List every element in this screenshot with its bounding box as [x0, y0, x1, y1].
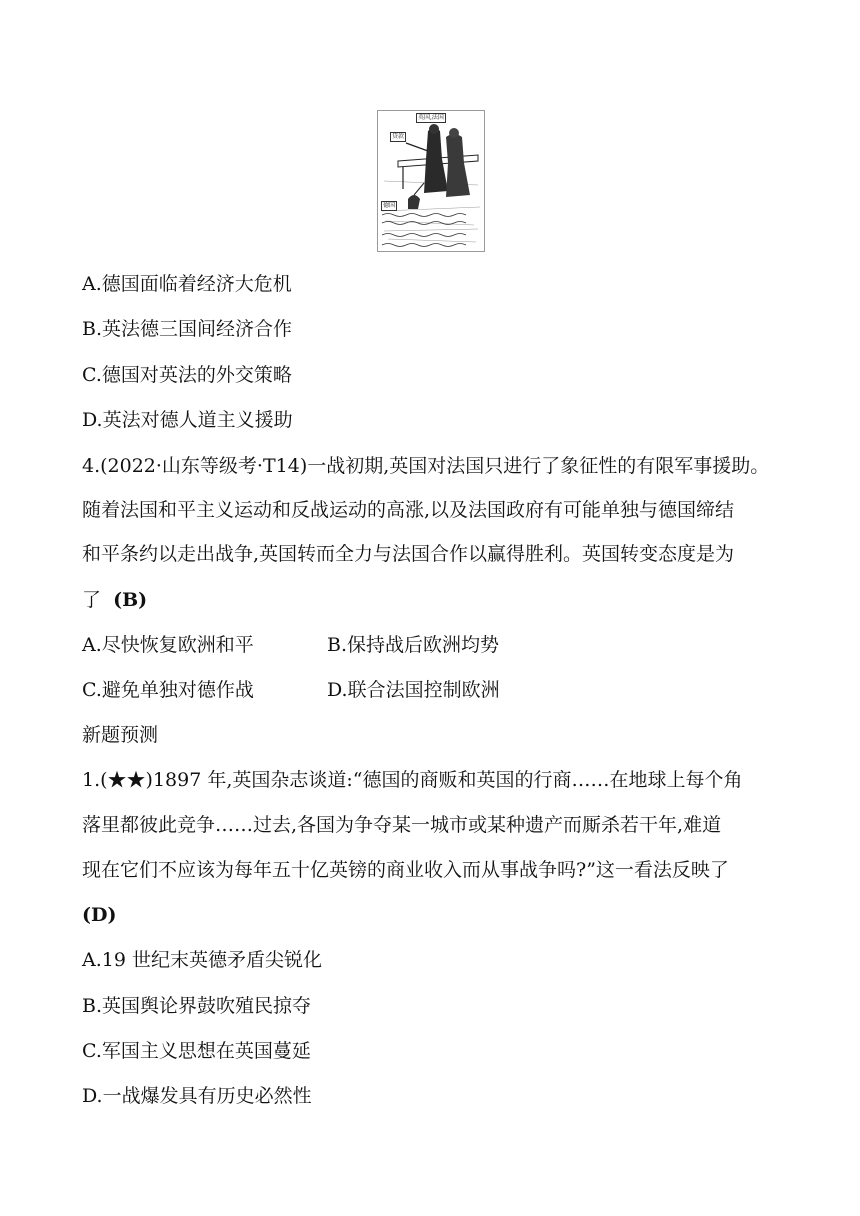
q4-line-3: 和平条约以走出战争,英国转而全力与法国合作以赢得胜利。英国转变态度是为: [82, 543, 735, 565]
prev-option-d: D.英法对德人道主义援助: [82, 409, 293, 431]
prev-option-a: A.德国面临着经济大危机: [82, 273, 292, 295]
prev-option-b: B.英法德三国间经济合作: [82, 318, 293, 340]
cartoon-label-britain-france: 英国,法国: [418, 114, 444, 121]
q4-option-b: B.保持战后欧洲均势: [327, 634, 500, 656]
q1-line-3: 现在它们不应该为每年五十亿英镑的商业收入而从事战争吗?”这一看法反映了: [82, 859, 729, 881]
q4-stem-end: 了: [82, 589, 102, 611]
q1-answer-line: [82, 903, 116, 927]
prev-option-c: C.德国对英法的外交策略: [82, 364, 292, 386]
q4-answer: (B): [113, 589, 148, 611]
q1-line-1: 1.(★★)1897 年,英国杂志谈道:“德国的商贩和英国的行商……在地球上每个角: [82, 769, 743, 791]
q4-line-2: 随着法国和平主义运动和反战运动的高涨,以及法国政府有可能单独与德国缔结: [82, 499, 735, 521]
section-title: 新题预测: [82, 724, 159, 746]
q4-line-4: [82, 588, 147, 612]
q4-option-a: A.尽快恢复欧洲和平: [82, 634, 254, 656]
cartoon-label-germany: 德国: [383, 202, 396, 209]
cartoon-label-loan: 贷款: [392, 133, 405, 140]
q1-line-2: 落里都彼此竞争……过去,各国为争夺某一城市或某种遗产而厮杀若干年,难道: [82, 814, 722, 836]
q1-option-b: B.英国舆论界鼓吹殖民掠夺: [82, 995, 312, 1017]
q4-option-c: C.避免单独对德作战: [82, 679, 254, 701]
q4-option-d: D.联合法国控制欧洲: [327, 679, 500, 701]
q1-option-d: D.一战爆发具有历史必然性: [82, 1085, 312, 1107]
q1-option-a: A.19 世纪末英德矛盾尖锐化: [82, 949, 322, 971]
q1-option-c: C.军国主义思想在英国蔓延: [82, 1040, 311, 1062]
cartoon-illustration: [377, 110, 485, 252]
q4-line-1: 4.(2022·山东等级考·T14)一战初期,英国对法国只进行了象征性的有限军事援助。: [82, 455, 770, 477]
q1-answer: (D): [82, 904, 117, 926]
